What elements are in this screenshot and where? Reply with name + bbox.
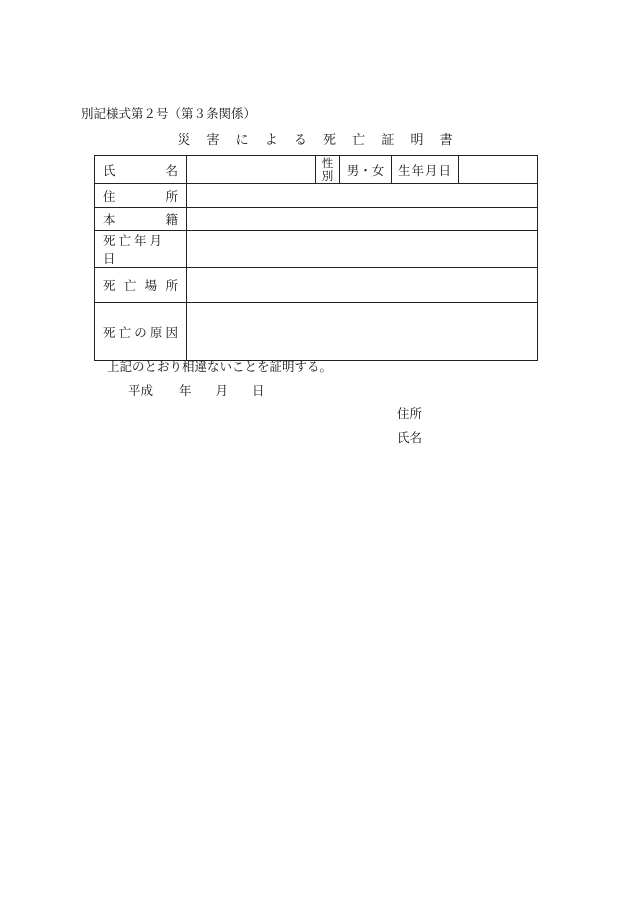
date-month: 月 [215,383,229,398]
name-value-cell[interactable] [187,156,316,184]
certification-statement: 上記のとおり相違ないことを証明する。 [107,359,333,374]
death-place-label-3: 場 [144,278,158,293]
address-label-2: 所 [165,188,178,204]
row-death-place [95,268,538,303]
death-place-label-4: 所 [165,278,178,293]
death-cause-label-4: 原 [149,324,163,340]
domicile-label-cell [95,208,187,231]
death-cause-label-5: 因 [165,324,178,340]
row-death-date [95,231,538,268]
form-reference: 別記様式第２号（第３条関係） [81,106,257,121]
death-cause-label-cell [95,303,187,361]
dob-label-cell: 生年月日 [392,156,459,184]
gender-label-bottom: 別 [321,168,334,183]
date-era: 平成 [128,383,154,398]
row-death-cause [95,303,538,361]
row-name [95,156,538,184]
date-year: 年 [179,383,192,398]
death-place-label-1: 死 [103,278,116,293]
address-value-cell[interactable] [187,184,538,208]
gender-label-cell [316,156,340,184]
date-day: 日 [252,383,265,398]
row-domicile [95,208,538,231]
death-date-value-cell[interactable] [187,231,538,268]
domicile-value-cell[interactable] [187,208,538,231]
domicile-label-2: 籍 [165,212,178,227]
name-label-2: 名 [165,162,178,178]
certificate-table [94,155,538,361]
domicile-label-1: 本 [103,212,116,227]
death-cause-label-3: の [134,324,147,340]
name-label-cell [95,156,187,184]
death-place-label-2: 亡 [123,278,137,293]
gender-value-cell[interactable]: 男・女 [340,156,392,184]
name-label-1: 氏 [103,162,116,178]
death-cause-value-cell[interactable] [187,303,538,361]
row-address [95,184,538,208]
death-cause-label-2: 亡 [118,324,132,340]
address-label-1: 住 [103,188,116,204]
death-place-label-cell [95,268,187,303]
certification-date [128,381,265,399]
address-label-cell [95,184,187,208]
death-place-value-cell[interactable] [187,268,538,303]
signer-name-label: 氏名 [397,430,423,445]
death-cause-label-1: 死 [103,324,116,340]
dob-value-cell[interactable] [459,156,538,184]
death-date-label-cell: 死亡年月日 [95,231,187,268]
document-title: 災 害 に よ る 死 亡 証 明 書 [177,133,459,148]
signer-address-label: 住所 [397,406,423,421]
gender-label-top: 性 [321,155,334,170]
